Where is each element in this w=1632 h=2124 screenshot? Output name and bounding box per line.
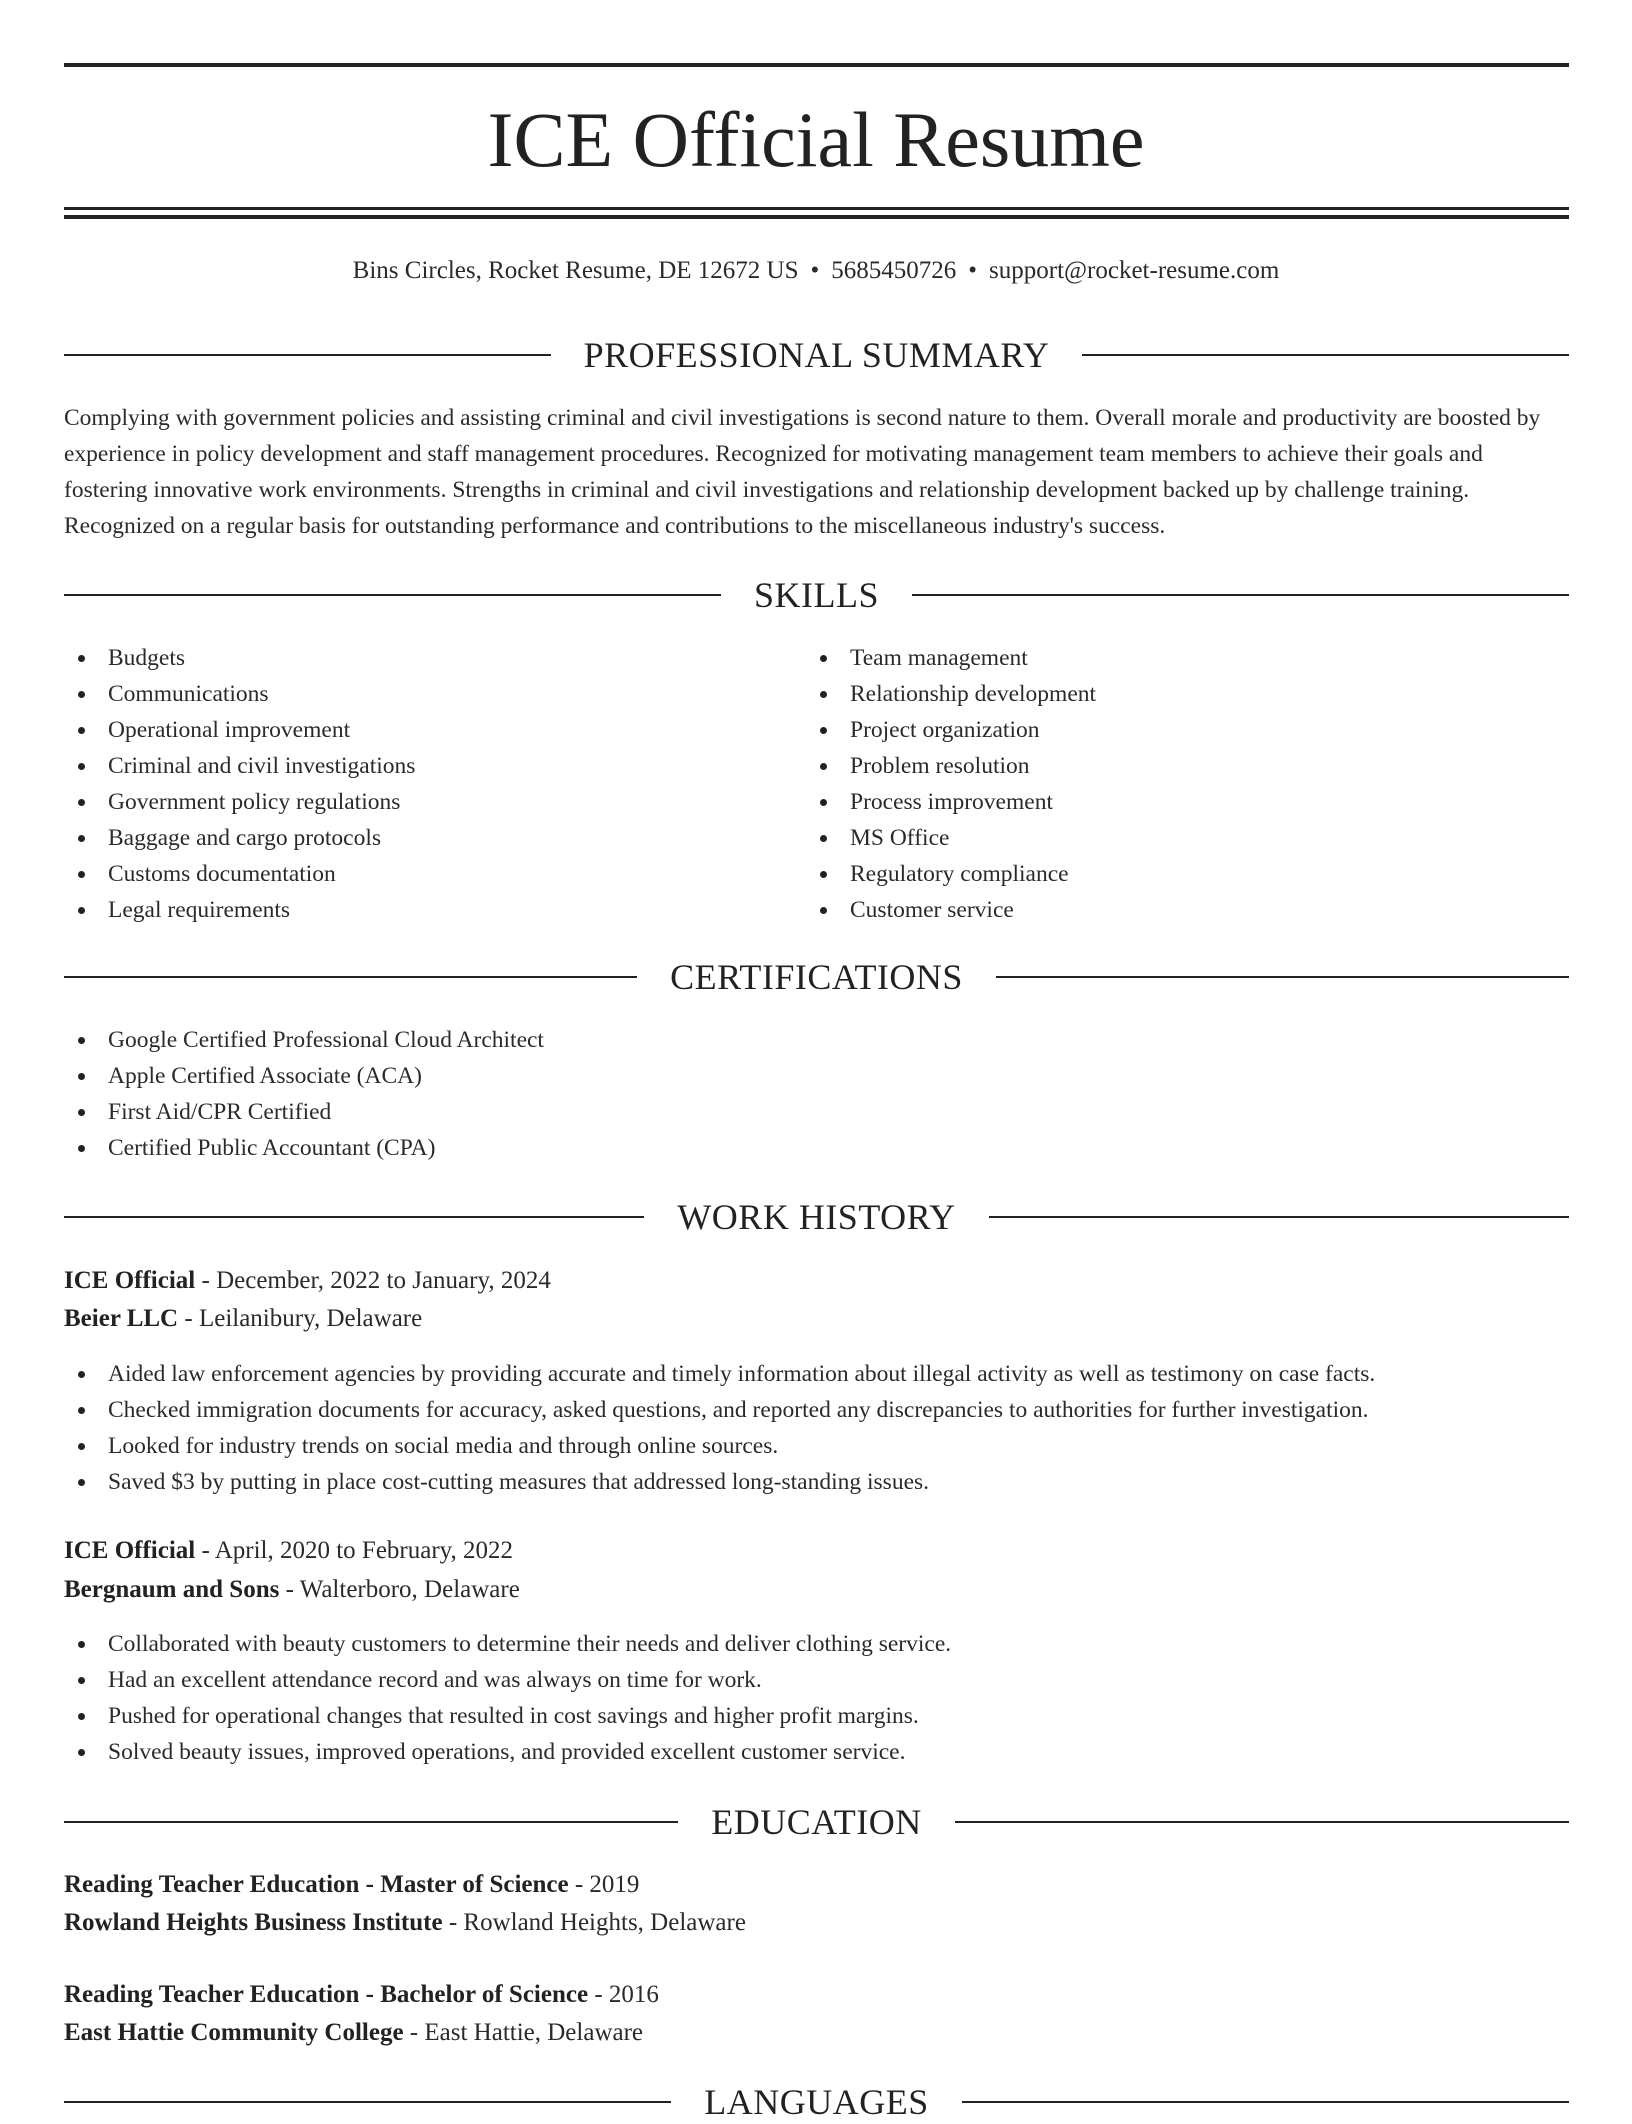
heading-text: LANGUAGES [704,2082,929,2122]
education-degree-line [64,1866,639,1904]
heading-rule [955,1821,1569,1823]
contact-separator: • [968,257,978,284]
heading-text: PROFESSIONAL SUMMARY [583,335,1050,375]
heading-rule [64,1821,678,1823]
education-location: - Rowland Heights, Delaware [442,1909,746,1936]
education-location: - East Hattie, Delaware [403,2019,644,2046]
contact-address: Bins Circles, Rocket Resume, DE 12672 US [352,257,799,284]
education-degree-line [64,1976,659,2014]
certification-item: First Aid/CPR Certified [64,1094,544,1130]
skills-list-right [806,640,1096,928]
job-company-line [64,1300,422,1338]
education-degree: Reading Teacher Education - Bachelor of Science [64,1981,589,2008]
job-bullet: Collaborated with beauty customers to determine their needs and deliver clothing service. [64,1626,951,1662]
skill-item: Team management [806,640,1096,676]
section-heading-summary [64,333,1569,377]
job-location: - Leilanibury, Delaware [178,1305,423,1332]
summary-text: Complying with government policies and assisting criminal and civil investigations is second nature to them. Overall morale and productivity are boosted by experience in policy development and staff management procedures. Recognized for motivating management team members to achieve their goals and fostering innovative work environments. Strengths in criminal and civil investigations and relationship development backed up by challenge training. Recognized on a regular basis for outstanding performance and contributions to the miscellaneous industry's success. [64,405,1541,539]
section-heading-education [64,1800,1569,1844]
job-dates: - April, 2020 to February, 2022 [195,1537,514,1564]
job-bullet: Pushed for operational changes that resulted in cost savings and higher profit margins. [64,1698,951,1734]
job-bullets [64,1356,1375,1500]
job-title-line [64,1262,551,1300]
contact-separator: • [810,257,820,284]
skill-item: Customer service [806,892,1096,928]
skill-item: Government policy regulations [64,784,415,820]
certification-item: Google Certified Professional Cloud Architect [64,1022,544,1058]
skill-item: Budgets [64,640,415,676]
job-bullet: Had an excellent attendance record and was always on time for work. [64,1662,951,1698]
job-dates: - December, 2022 to January, 2024 [195,1267,551,1294]
heading-rule [64,2101,671,2103]
education-school: East Hattie Community College [64,2019,404,2046]
certification-item: Certified Public Accountant (CPA) [64,1130,544,1166]
job-bullet: Checked immigration documents for accuracy, asked questions, and reported any discrepancies to authorities for further investigation. [64,1392,1375,1428]
title-rule-upper [64,207,1569,210]
section-heading-skills [64,573,1569,617]
job-company: Bergnaum and Sons [64,1576,280,1603]
education-school: Rowland Heights Business Institute [64,1909,443,1936]
job-bullet: Solved beauty issues, improved operations, and provided excellent customer service. [64,1734,951,1770]
certification-item: Apple Certified Associate (ACA) [64,1058,544,1094]
skill-item: Communications [64,676,415,712]
title-rule-lower [64,215,1569,219]
skill-item: Project organization [806,712,1096,748]
job-title: ICE Official [64,1537,196,1564]
page-title: ICE Official Resume [487,96,1145,183]
education-school-line [64,1904,746,1942]
section-heading-work-history [64,1195,1569,1239]
heading-rule [64,976,637,978]
education-year: - 2016 [588,1981,659,2008]
section-heading-certifications [64,955,1569,999]
skill-item: Regulatory compliance [806,856,1096,892]
job-company: Beier LLC [64,1305,179,1332]
skill-item: Legal requirements [64,892,415,928]
heading-rule [64,1216,644,1218]
heading-rule [64,354,551,356]
section-heading-languages [64,2080,1569,2124]
job-bullet: Aided law enforcement agencies by providing accurate and timely information about illegal activity as well as testimony on case facts. [64,1356,1375,1392]
job-bullet: Saved $3 by putting in place cost-cutting measures that addressed long-standing issues. [64,1464,1375,1500]
job-company-line [64,1571,520,1609]
heading-rule [989,1216,1569,1218]
contact-phone[interactable]: 5685450726 [831,257,957,284]
education-school-line [64,2014,643,2052]
heading-rule [1082,354,1569,356]
certifications-list [64,1022,544,1166]
skill-item: MS Office [806,820,1096,856]
heading-text: WORK HISTORY [677,1197,956,1237]
job-bullet: Looked for industry trends on social media and through online sources. [64,1428,1375,1464]
contact-email[interactable]: support@rocket-resume.com [989,257,1280,284]
skill-item: Process improvement [806,784,1096,820]
skill-item: Relationship development [806,676,1096,712]
heading-rule [962,2101,1569,2103]
education-degree: Reading Teacher Education - Master of Science [64,1871,569,1898]
heading-text: EDUCATION [711,1802,922,1842]
heading-text: SKILLS [754,575,880,615]
job-title: ICE Official [64,1267,196,1294]
job-title-line [64,1532,513,1570]
job-location: - Walterboro, Delaware [279,1576,520,1603]
heading-rule [64,594,721,596]
skill-item: Criminal and civil investigations [64,748,415,784]
job-bullets [64,1626,951,1770]
heading-text: CERTIFICATIONS [670,957,963,997]
skills-list-left [64,640,415,928]
skill-item: Operational improvement [64,712,415,748]
top-rule [64,63,1569,67]
skill-item: Problem resolution [806,748,1096,784]
heading-rule [912,594,1569,596]
education-year: - 2019 [568,1871,640,1898]
heading-rule [996,976,1569,978]
skill-item: Customs documentation [64,856,415,892]
contact-line [0,254,1632,288]
skill-item: Baggage and cargo protocols [64,820,415,856]
